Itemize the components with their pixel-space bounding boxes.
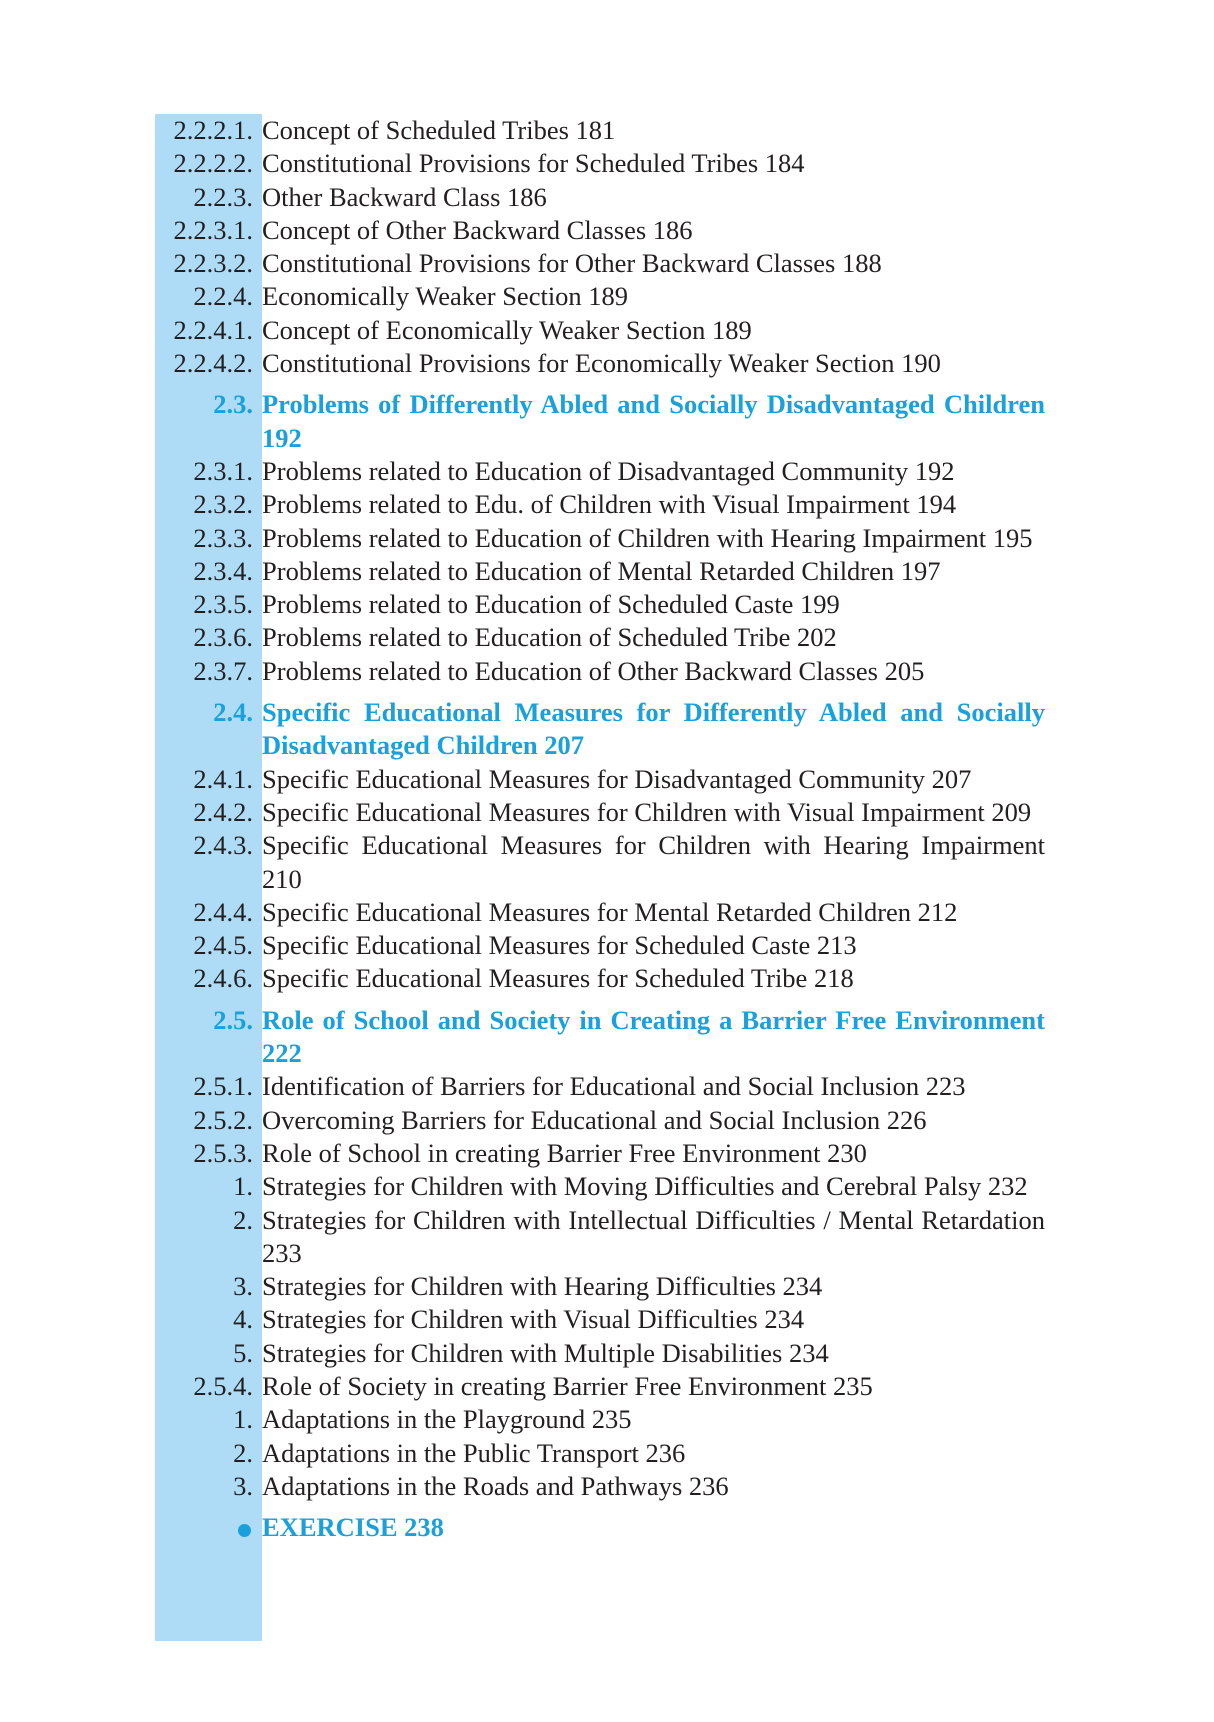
toc-entry[interactable] bbox=[155, 1204, 1045, 1271]
toc-number: 2. bbox=[233, 1437, 253, 1468]
toc-number: 2.4.5. bbox=[193, 930, 253, 961]
toc-number: 2.2.2.1. bbox=[173, 115, 253, 145]
toc-title: Overcoming Barriers for Educational and Social Inclusion 226 bbox=[262, 1104, 927, 1135]
toc-entry[interactable] bbox=[155, 1170, 1045, 1203]
toc-entry[interactable] bbox=[155, 1070, 1045, 1103]
toc-number bbox=[155, 1511, 262, 1544]
toc-title: Concept of Economically Weaker Section 189 bbox=[262, 314, 752, 345]
toc-entry[interactable] bbox=[155, 1104, 1045, 1137]
toc-title: Specific Educational Measures for Scheduled Caste 213 bbox=[262, 930, 857, 961]
toc-section-heading[interactable] bbox=[155, 1004, 1045, 1071]
toc-entry[interactable] bbox=[155, 655, 1045, 688]
toc-number: 2.2.4. bbox=[193, 281, 253, 312]
toc-title: Identification of Barriers for Educational and Social Inclusion 223 bbox=[262, 1071, 966, 1102]
toc-entry[interactable] bbox=[155, 896, 1045, 929]
bullet-icon bbox=[238, 1524, 251, 1537]
toc-entry[interactable] bbox=[155, 1303, 1045, 1336]
toc-number: 2.3.6. bbox=[193, 622, 253, 653]
toc-title: Strategies for Children with Hearing Difficulties 234 bbox=[262, 1271, 823, 1302]
toc-number: 2.2.2.2. bbox=[173, 148, 253, 179]
toc-number: 2.3.1. bbox=[193, 455, 253, 486]
toc-title: Specific Educational Measures for Children with Visual Impairment 209 bbox=[262, 796, 1032, 827]
toc-entry[interactable] bbox=[155, 829, 1045, 896]
toc-number: 2.3.7. bbox=[193, 655, 253, 686]
toc-title: Role of Society in creating Barrier Free Environment 235 bbox=[262, 1370, 873, 1401]
toc-section-heading[interactable] bbox=[155, 696, 1045, 763]
toc-number: 2.2.3.2. bbox=[173, 248, 253, 279]
toc-entry[interactable] bbox=[155, 1270, 1045, 1303]
toc-number: 2.5. bbox=[213, 1004, 253, 1035]
toc-number: 2.2.3. bbox=[193, 181, 253, 212]
toc-entry[interactable] bbox=[155, 1370, 1045, 1403]
toc-title: Specific Educational Measures for Scheduled Tribe 218 bbox=[262, 963, 854, 994]
toc-title: Problems related to Education of Scheduled Tribe 202 bbox=[262, 622, 837, 653]
toc-number: 2.5.4. bbox=[193, 1370, 253, 1401]
toc-entry[interactable] bbox=[155, 929, 1045, 962]
toc-title: Concept of Other Backward Classes 186 bbox=[262, 214, 693, 245]
toc-number: 3. bbox=[233, 1271, 253, 1302]
toc-section-heading[interactable] bbox=[155, 388, 1045, 455]
toc-title: Strategies for Children with Moving Difficulties and Cerebral Palsy 232 bbox=[262, 1171, 1028, 1202]
toc-exercise-entry[interactable] bbox=[155, 1511, 1045, 1544]
toc-number: 2.4.6. bbox=[193, 963, 253, 994]
toc-number: 1. bbox=[233, 1404, 253, 1435]
toc-title: Problems related to Education of Disadvantaged Community 192 bbox=[262, 455, 955, 486]
toc-entry[interactable] bbox=[155, 522, 1045, 555]
toc-number: 5. bbox=[233, 1337, 253, 1368]
toc-title: Economically Weaker Section 189 bbox=[262, 281, 629, 312]
toc-title: Constitutional Provisions for Other Backward Classes 188 bbox=[262, 248, 882, 279]
toc-number: 2.5.2. bbox=[193, 1104, 253, 1135]
toc-number: 2.5.3. bbox=[193, 1137, 253, 1168]
toc-title: Adaptations in the Playground 235 bbox=[262, 1404, 632, 1435]
toc-entry[interactable] bbox=[155, 796, 1045, 829]
toc-entry[interactable] bbox=[155, 588, 1045, 621]
toc-entry[interactable] bbox=[155, 1403, 1045, 1436]
toc-title: Problems related to Education of Mental Retarded Children 197 bbox=[262, 555, 941, 586]
toc-number: 2.3.5. bbox=[193, 589, 253, 620]
toc-entry[interactable] bbox=[155, 1437, 1045, 1470]
toc-title: Specific Educational Measures for Differently Abled and Socially Disadvantaged Children 207 bbox=[262, 697, 1045, 761]
toc-number: 2.2.4.1. bbox=[173, 314, 253, 345]
toc-title: Concept of Scheduled Tribes 181 bbox=[262, 115, 616, 145]
toc-entry[interactable] bbox=[155, 114, 1045, 147]
toc-title: Specific Educational Measures for Children with Hearing Impairment 210 bbox=[262, 830, 1045, 894]
toc-number: 2.4.3. bbox=[193, 830, 253, 861]
toc-title: Problems related to Education of Scheduled Caste 199 bbox=[262, 589, 840, 620]
toc-number: 2.4.2. bbox=[193, 796, 253, 827]
toc-entry[interactable] bbox=[155, 621, 1045, 654]
toc-title: Role of School in creating Barrier Free Environment 230 bbox=[262, 1137, 867, 1168]
toc-entry[interactable] bbox=[155, 1470, 1045, 1503]
toc-title: Strategies for Children with Multiple Disabilities 234 bbox=[262, 1337, 829, 1368]
toc-number: 3. bbox=[233, 1470, 253, 1501]
toc-title: Role of School and Society in Creating a Barrier Free Environment 222 bbox=[262, 1004, 1045, 1069]
toc-title: EXERCISE 238 bbox=[262, 1512, 444, 1543]
toc-number: 4. bbox=[233, 1304, 253, 1335]
toc-number: 2.3. bbox=[213, 389, 253, 420]
toc-number: 2.5.1. bbox=[193, 1071, 253, 1102]
toc-title: Specific Educational Measures for Disadvantaged Community 207 bbox=[262, 763, 972, 794]
toc-title: Specific Educational Measures for Mental Retarded Children 212 bbox=[262, 896, 958, 927]
toc-title: Constitutional Provisions for Economically Weaker Section 190 bbox=[262, 348, 941, 379]
toc-number: 2. bbox=[233, 1204, 253, 1235]
toc-title: Constitutional Provisions for Scheduled Tribes 184 bbox=[262, 148, 805, 179]
toc-title: Problems of Differently Abled and Socially Disadvantaged Children 192 bbox=[262, 389, 1045, 453]
toc-number: 2.2.4.2. bbox=[173, 348, 253, 379]
toc-entry[interactable] bbox=[155, 214, 1045, 247]
toc-entry[interactable] bbox=[155, 1137, 1045, 1170]
toc-entry[interactable] bbox=[155, 314, 1045, 347]
toc-entry[interactable] bbox=[155, 280, 1045, 313]
toc-title: Problems related to Education of Children with Hearing Impairment 195 bbox=[262, 522, 1033, 553]
toc-entry[interactable] bbox=[155, 1337, 1045, 1370]
toc-title: Adaptations in the Roads and Pathways 236 bbox=[262, 1470, 729, 1501]
toc-entry[interactable] bbox=[155, 181, 1045, 214]
toc-title: Problems related to Edu. of Children with Visual Impairment 194 bbox=[262, 489, 957, 520]
toc-number: 2.4.1. bbox=[193, 763, 253, 794]
toc-number: 2.2.3.1. bbox=[173, 214, 253, 245]
toc-entry[interactable] bbox=[155, 555, 1045, 588]
toc-number: 2.3.3. bbox=[193, 522, 253, 553]
toc-title: Problems related to Education of Other Backward Classes 205 bbox=[262, 655, 925, 686]
table-of-contents bbox=[155, 114, 1045, 1544]
toc-entry[interactable] bbox=[155, 247, 1045, 280]
toc-number: 2.3.2. bbox=[193, 489, 253, 520]
toc-title: Adaptations in the Public Transport 236 bbox=[262, 1437, 686, 1468]
toc-entry[interactable] bbox=[155, 763, 1045, 796]
toc-entry[interactable] bbox=[155, 455, 1045, 488]
toc-title: Other Backward Class 186 bbox=[262, 181, 547, 212]
toc-number: 2.4.4. bbox=[193, 896, 253, 927]
toc-entry[interactable] bbox=[155, 962, 1045, 995]
toc-number: 1. bbox=[233, 1171, 253, 1202]
toc-title: Strategies for Children with Visual Difficulties 234 bbox=[262, 1304, 805, 1335]
toc-entry[interactable] bbox=[155, 347, 1045, 380]
toc-entry[interactable] bbox=[155, 488, 1045, 521]
toc-entry[interactable] bbox=[155, 147, 1045, 180]
toc-number: 2.3.4. bbox=[193, 555, 253, 586]
toc-title: Strategies for Children with Intellectual Difficulties / Mental Retardation 233 bbox=[262, 1204, 1045, 1268]
toc-number: 2.4. bbox=[213, 697, 253, 728]
